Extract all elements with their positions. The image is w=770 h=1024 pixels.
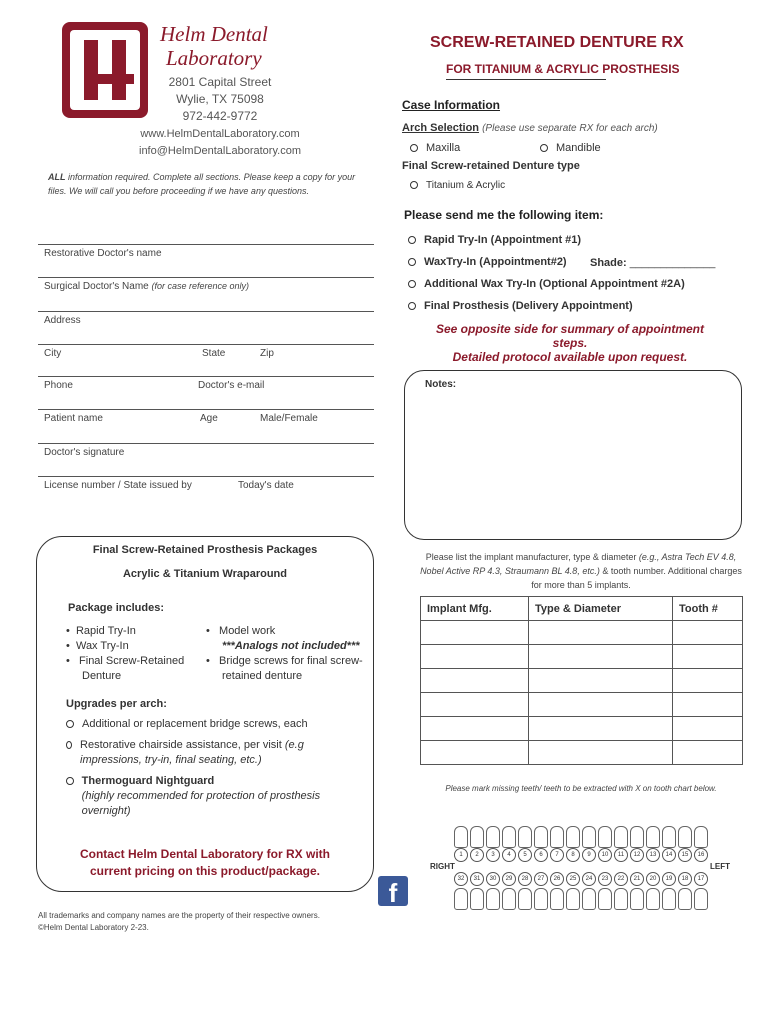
tooth-root — [646, 826, 660, 848]
denture-type-label: Final Screw-retained Denture type — [402, 160, 580, 172]
tooth-number[interactable]: 25 — [566, 872, 580, 886]
list-item: • Model work — [206, 625, 276, 637]
tooth-number[interactable]: 5 — [518, 848, 532, 862]
website-link[interactable]: www.HelmDentalLaboratory.com — [140, 128, 300, 140]
date-label: Today's date — [238, 480, 294, 491]
radio-icon[interactable] — [408, 236, 416, 244]
tooth-number[interactable]: 1 — [454, 848, 468, 862]
tooth-number[interactable]: 26 — [550, 872, 564, 886]
tooth-number[interactable]: 32 — [454, 872, 468, 886]
arch-selection: Arch Selection (Please use separate RX for each arch) — [402, 122, 658, 134]
tooth-number[interactable]: 24 — [582, 872, 596, 886]
package-title: Final Screw-Retained Prosthesis Packages — [92, 544, 318, 556]
tooth-root — [646, 888, 660, 910]
sex-label: Male/Female — [260, 413, 318, 424]
tooth-root — [550, 826, 564, 848]
tooth-number[interactable]: 4 — [502, 848, 516, 862]
license-label: License number / State issued by — [44, 480, 192, 491]
patient-label: Patient name — [44, 413, 103, 424]
tooth-number[interactable]: 7 — [550, 848, 564, 862]
tooth-root — [534, 826, 548, 848]
footer: All trademarks and company names are the property of their respective owners. ©Helm Dental Laboratory 2-23. — [38, 911, 320, 932]
city-line[interactable] — [38, 344, 374, 345]
signature-line[interactable] — [38, 443, 374, 444]
state-label: State — [202, 348, 226, 359]
tooth-root — [582, 888, 596, 910]
restorative-label: Restorative Doctor's name — [44, 248, 162, 259]
lab-logo — [62, 22, 148, 118]
patient-line[interactable] — [38, 409, 374, 410]
city-label: City — [44, 348, 62, 359]
tooth-root — [502, 888, 516, 910]
lab-contact — [120, 126, 320, 160]
instructions-note: ALL information required. Complete all sections. Please keep a copy for your files. We will call you before proceeding if we have any questions. — [48, 172, 356, 196]
tooth-root — [470, 826, 484, 848]
tooth-root — [454, 826, 468, 848]
tooth-root — [694, 888, 708, 910]
tooth-number[interactable]: 14 — [662, 848, 676, 862]
doctor-email-label: Doctor's e-mail — [198, 380, 265, 391]
tooth-number[interactable]: 19 — [662, 872, 676, 886]
lower-roots — [454, 888, 708, 910]
tooth-root — [694, 826, 708, 848]
surgical-label: Surgical Doctor's Name (for case reference only) — [44, 281, 250, 292]
tooth-chart-instructions: Please mark missing teeth/ teeth to be extracted with X on tooth chart below. — [445, 784, 717, 793]
radio-icon[interactable] — [410, 144, 418, 152]
tooth-number[interactable]: 13 — [646, 848, 660, 862]
tooth-number[interactable]: 11 — [614, 848, 628, 862]
tooth-root — [598, 826, 612, 848]
surgical-line[interactable] — [38, 277, 374, 278]
tooth-root — [518, 826, 532, 848]
tooth-root — [678, 888, 692, 910]
tooth-root — [614, 826, 628, 848]
item-wax-try-in[interactable]: WaxTry-In (Appointment#2) — [408, 256, 567, 268]
tooth-root — [550, 888, 564, 910]
license-line[interactable] — [38, 476, 374, 477]
facebook-icon[interactable]: f — [378, 876, 408, 906]
implant-table — [420, 596, 743, 765]
tooth-number[interactable]: 22 — [614, 872, 628, 886]
left-label: LEFT — [710, 862, 730, 871]
tooth-number[interactable]: 3 — [486, 848, 500, 862]
subtitle-underline — [446, 79, 606, 80]
arch-option-maxilla[interactable]: Maxilla — [410, 142, 460, 154]
tooth-root — [662, 888, 676, 910]
table-row[interactable] — [421, 717, 743, 741]
col-tooth-number: Tooth # — [673, 597, 743, 621]
send-items-heading: Please send me the following item: — [404, 208, 604, 222]
tooth-number[interactable]: 30 — [486, 872, 500, 886]
tooth-root — [470, 888, 484, 910]
tooth-root — [502, 826, 516, 848]
lower-teeth — [454, 872, 708, 886]
list-item: • Final Screw-Retained Denture — [66, 655, 185, 682]
zip-label: Zip — [260, 348, 274, 359]
table-row[interactable] — [421, 741, 743, 765]
tooth-number[interactable]: 18 — [678, 872, 692, 886]
restorative-line[interactable] — [38, 244, 374, 245]
list-item: • Wax Try-In — [66, 640, 129, 652]
tooth-number[interactable]: 16 — [694, 848, 708, 862]
notes-box[interactable] — [404, 370, 742, 540]
radio-icon[interactable] — [66, 777, 74, 785]
upper-roots — [454, 826, 708, 848]
package-left-list — [66, 624, 196, 684]
table-header-row — [421, 597, 743, 621]
tooth-number[interactable]: 2 — [470, 848, 484, 862]
package-right-list: • Model work ***Analogs not included*** • Bridge screws for final screw-retained denture — [206, 624, 366, 684]
tooth-number[interactable]: 12 — [630, 848, 644, 862]
radio-icon[interactable] — [410, 181, 418, 189]
tooth-number[interactable]: 6 — [534, 848, 548, 862]
upgrades-label: Upgrades per arch: — [66, 698, 167, 710]
item-additional-wax-try-in[interactable]: Additional Wax Try-In (Optional Appointment #2A) — [408, 278, 685, 290]
tooth-root — [566, 888, 580, 910]
lab-address: 2801 Capital Street Wylie, TX 75098 972-442-9772 — [168, 75, 272, 123]
tooth-root — [598, 888, 612, 910]
tooth-root — [614, 888, 628, 910]
tooth-number[interactable]: 28 — [518, 872, 532, 886]
table-row[interactable] — [421, 645, 743, 669]
list-item: • Rapid Try-In — [66, 625, 136, 637]
upgrade-nightguard[interactable]: Thermoguard Nightguard (highly recommended for protection of prosthesis overnight) — [66, 774, 356, 819]
address-label: Address — [44, 315, 81, 326]
tooth-root — [582, 826, 596, 848]
tooth-number[interactable]: 9 — [582, 848, 596, 862]
contact-note: Contact Helm Dental Laboratory for RX with current pricing on this product/package. — [79, 847, 331, 878]
radio-icon[interactable] — [66, 720, 74, 728]
radio-icon[interactable] — [408, 302, 416, 310]
tooth-root — [454, 888, 468, 910]
implant-instructions: Please list the implant manufacturer, type & diameter (e.g., Astra Tech EV 4.8, Nobel Active RP 4.3, Straumann BL 4.8, etc.) & tooth number. Additional charges for more than 5 implants. — [420, 552, 742, 590]
right-label: RIGHT — [430, 862, 455, 871]
upgrade-chairside[interactable]: Restorative chairside assistance, per visit (e.g impressions, try-in, final seating, etc.) — [66, 738, 356, 768]
tooth-root — [566, 826, 580, 848]
shade-field[interactable]: Shade: ______________ — [590, 257, 716, 269]
tooth-root — [486, 826, 500, 848]
case-info-heading: Case Information — [402, 98, 501, 112]
tooth-number[interactable]: 17 — [694, 872, 708, 886]
tooth-number[interactable]: 23 — [598, 872, 612, 886]
tooth-number[interactable]: 8 — [566, 848, 580, 862]
phone-label: Phone — [44, 380, 73, 391]
lab-name: Helm Dental Laboratory — [160, 22, 268, 70]
arch-option-mandible[interactable]: Mandible — [540, 142, 601, 154]
tooth-number[interactable]: 21 — [630, 872, 644, 886]
radio-icon[interactable] — [66, 741, 72, 749]
notes-label: Notes: — [425, 379, 457, 390]
tooth-number[interactable]: 31 — [470, 872, 484, 886]
summary-note: See opposite side for summary of appointment steps. Detailed protocol available upon request. — [435, 322, 705, 364]
tooth-number[interactable]: 27 — [534, 872, 548, 886]
tooth-number[interactable]: 10 — [598, 848, 612, 862]
item-rapid-try-in[interactable]: Rapid Try-In (Appointment #1) — [408, 234, 581, 246]
upgrade-bridge-screws[interactable]: Additional or replacement bridge screws, each — [66, 718, 356, 730]
radio-icon[interactable] — [408, 258, 416, 266]
age-label: Age — [200, 413, 218, 424]
radio-icon[interactable] — [408, 280, 416, 288]
tooth-root — [534, 888, 548, 910]
tooth-number[interactable]: 20 — [646, 872, 660, 886]
radio-icon[interactable] — [540, 144, 548, 152]
tooth-root — [630, 826, 644, 848]
table-row[interactable] — [421, 693, 743, 717]
table-row[interactable] — [421, 621, 743, 645]
phone-line[interactable] — [38, 376, 374, 377]
form-subtitle: FOR TITANIUM & ACRYLIC PROSTHESIS — [446, 62, 680, 76]
form-title: SCREW-RETAINED DENTURE RX — [430, 34, 684, 51]
signature-label: Doctor's signature — [44, 447, 125, 458]
package-includes-label: Package includes: — [68, 602, 164, 614]
email-link[interactable]: info@HelmDentalLaboratory.com — [139, 145, 301, 157]
upper-teeth — [454, 848, 708, 862]
tooth-number[interactable]: 15 — [678, 848, 692, 862]
package-subtitle: Acrylic & Titanium Wraparound — [122, 568, 287, 580]
table-row[interactable] — [421, 669, 743, 693]
item-final-prosthesis[interactable]: Final Prosthesis (Delivery Appointment) — [408, 300, 633, 312]
tooth-number[interactable]: 29 — [502, 872, 516, 886]
denture-type-option[interactable]: Titanium & Acrylic — [410, 180, 505, 191]
col-type-diameter: Type & Diameter — [529, 597, 673, 621]
list-item: • Bridge screws for final screw-retained denture — [206, 655, 363, 682]
address-line[interactable] — [38, 311, 374, 312]
col-implant-mfg: Implant Mfg. — [421, 597, 529, 621]
tooth-root — [486, 888, 500, 910]
tooth-root — [662, 826, 676, 848]
tooth-root — [678, 826, 692, 848]
package-box — [36, 536, 374, 892]
tooth-root — [518, 888, 532, 910]
tooth-root — [630, 888, 644, 910]
